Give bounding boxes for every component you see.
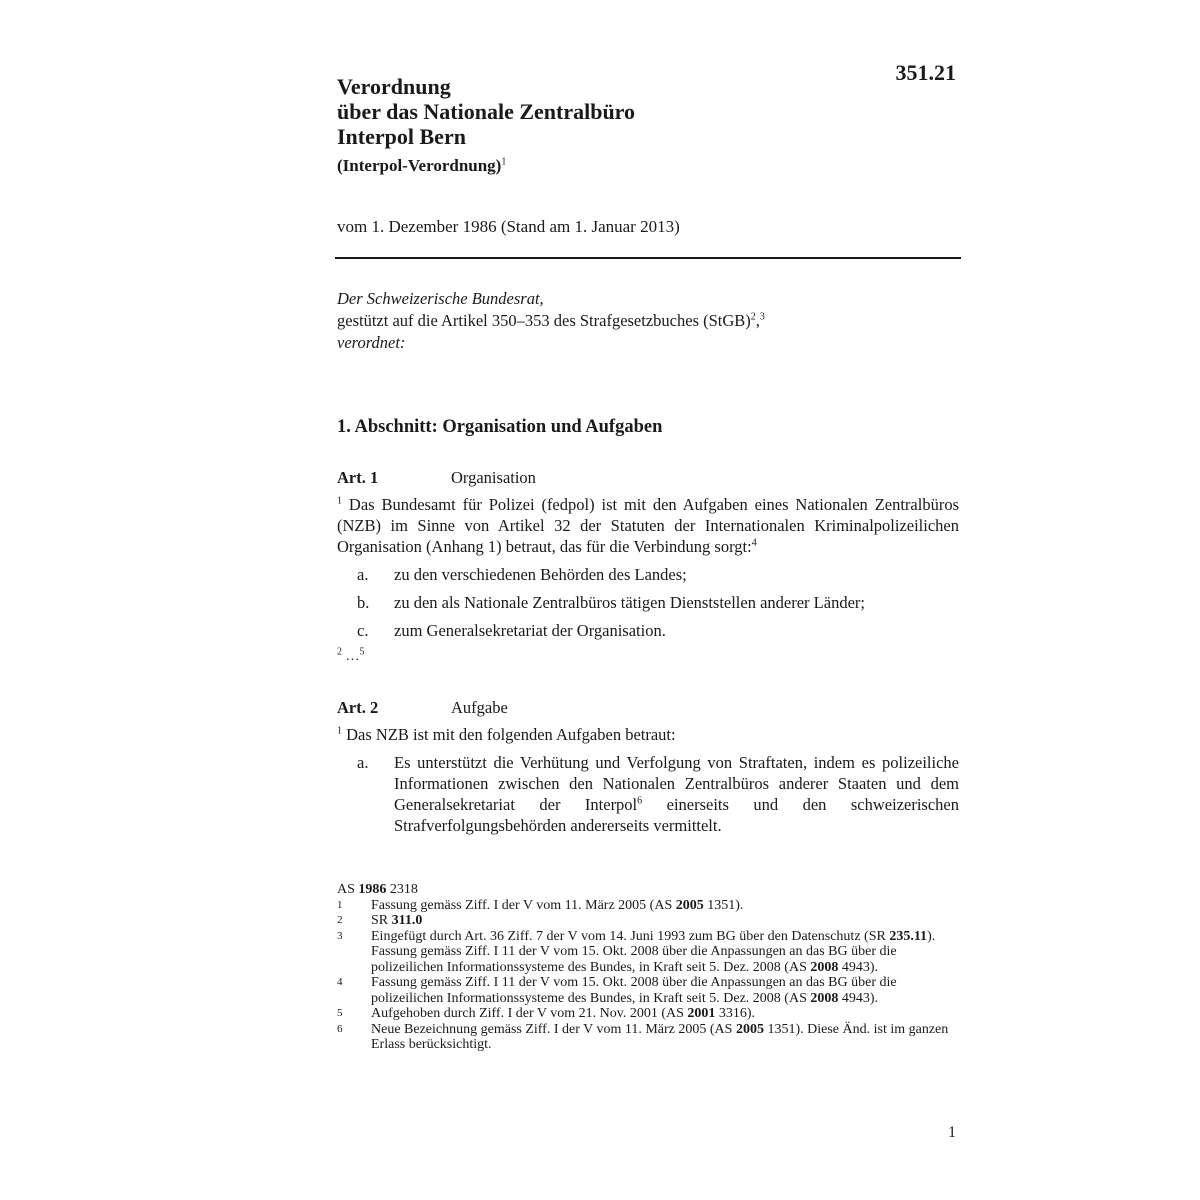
footnote-list [337, 898, 952, 1053]
footnote-number: 6 [337, 1022, 343, 1035]
article-title: Aufgabe [451, 698, 508, 717]
footnote-number: 1 [337, 898, 343, 911]
list-item: a. zu den verschiedenen Behörden des Landes; [357, 565, 687, 584]
footnote-text: Eingefügt durch Art. 36 Ziff. 7 der V vom 14. Juni 1993 zum BG über den Datenschutz (SR 235.11). Fassung gemäss Ziff. I 11 der V vom 15. Okt. 2008 über die Anpassungen an das BG über die polizeilichen Informationssysteme des Bundes, in Kraft seit 5. Dez. 2008 (AS 2008 4943). [371, 928, 936, 975]
preamble-basis: gestützt auf die Artikel 350–353 des Strafgesetzbuches (StGB)$^2$,$^3$ [337, 311, 765, 330]
article-title: Organisation [451, 468, 536, 487]
as-reference: AS 1986 2318 [337, 882, 418, 897]
article-2 [337, 697, 959, 836]
preamble-enactment: verordnet: [337, 333, 406, 352]
list-item: c. zum Generalsekretariat der Organisation. [357, 621, 666, 640]
section-heading: 1. Abschnitt: Organisation und Aufgaben [337, 417, 663, 437]
footnote-text: SR 311.0 [371, 913, 423, 928]
footnote [337, 929, 952, 976]
list-item: b. zu den als Nationale Zentralbüros tätigen Dienststellen anderer Länder; [357, 593, 865, 612]
footnote-ref[interactable]: 2 [750, 311, 756, 323]
item-list [337, 564, 959, 641]
paragraph-2-repealed: $^2$ …$^5$ [337, 646, 365, 664]
title-block [337, 74, 897, 176]
footnote [337, 913, 952, 929]
paragraph-1: $^1$ Das NZB ist mit den folgenden Aufgaben betraut: [337, 725, 676, 744]
page-number: 1 [948, 1124, 956, 1141]
footnote-ref[interactable]: 3 [759, 311, 765, 323]
footnote-number: 3 [337, 929, 343, 942]
article-1 [337, 467, 959, 667]
footnote [337, 1022, 952, 1053]
paragraph-1: $^1$ Das Bundesamt für Polizei (fedpol) ist mit den Aufgaben eines Nationalen Zentralbüros (NZB) im Sinne von Artikel 32 der Statuten der Internationalen Kriminalpolizeilichen Organisation (Anhang 1) betraut, das für die Verbindung sorgt:$^4$ [337, 495, 959, 556]
footnote [337, 898, 952, 914]
article-heading [337, 467, 959, 488]
preamble [337, 288, 957, 354]
preamble-authority: Der Schweizerische Bundesrat, [337, 289, 544, 308]
footnote [337, 975, 952, 1006]
footnote-text: Fassung gemäss Ziff. I 11 der V vom 15. Okt. 2008 über die Anpassungen an das BG über die polizeilichen Informationssysteme des Bundes, in Kraft seit 5. Dez. 2008 (AS 2008 4943). [371, 975, 897, 1006]
footnote-number: 5 [337, 1007, 343, 1019]
short-title: (Interpol-Verordnung)$^1$ [337, 156, 507, 175]
footnote-number: 4 [337, 976, 343, 988]
title-line-1: Verordnung [337, 74, 451, 99]
footnote-ref[interactable]: 1 [501, 156, 507, 168]
footnote-text: Aufgehoben durch Ziff. I der V vom 21. Nov. 2001 (AS 2001 3316). [371, 1006, 756, 1021]
footnote [337, 1006, 952, 1022]
footnote-ref[interactable]: 5 [359, 646, 365, 658]
article-number: Art. 2 [337, 698, 379, 717]
footnote-text: Neue Bezeichnung gemäss Ziff. I der V vom 11. März 2005 (AS 2005 1351). Diese Änd. ist im ganzen Erlass berücksichtigt. [371, 1021, 949, 1052]
footnote-text: Fassung gemäss Ziff. I der V vom 11. März 2005 (AS 2005 1351). [371, 897, 744, 913]
footnote-ref[interactable]: 6 [637, 795, 643, 807]
horizontal-rule [335, 257, 961, 259]
date-line: vom 1. Dezember 1986 (Stand am 1. Januar 2013) [337, 217, 680, 236]
sr-number: 351.21 [895, 60, 956, 85]
footnotes [337, 882, 952, 1053]
item-list [337, 752, 959, 836]
title-line-3: Interpol Bern [337, 124, 466, 149]
list-item: a. Es unterstützt die Verhütung und Verfolgung von Straftaten, indem es polizeiliche Informationen zwischen den Nationalen Zentralbüros anderer Staaten und dem Generalsekretariat der Interpol$^6$ einerseits und den schweizerischen Strafverfolgungsbehörden andererseits vermittelt. [357, 753, 959, 835]
article-number: Art. 1 [337, 468, 379, 487]
footnote-ref[interactable]: 4 [751, 537, 757, 549]
title-line-2: über das Nationale Zentralbüro [337, 99, 636, 124]
footnote-number: 2 [337, 914, 343, 926]
article-heading [337, 697, 959, 718]
